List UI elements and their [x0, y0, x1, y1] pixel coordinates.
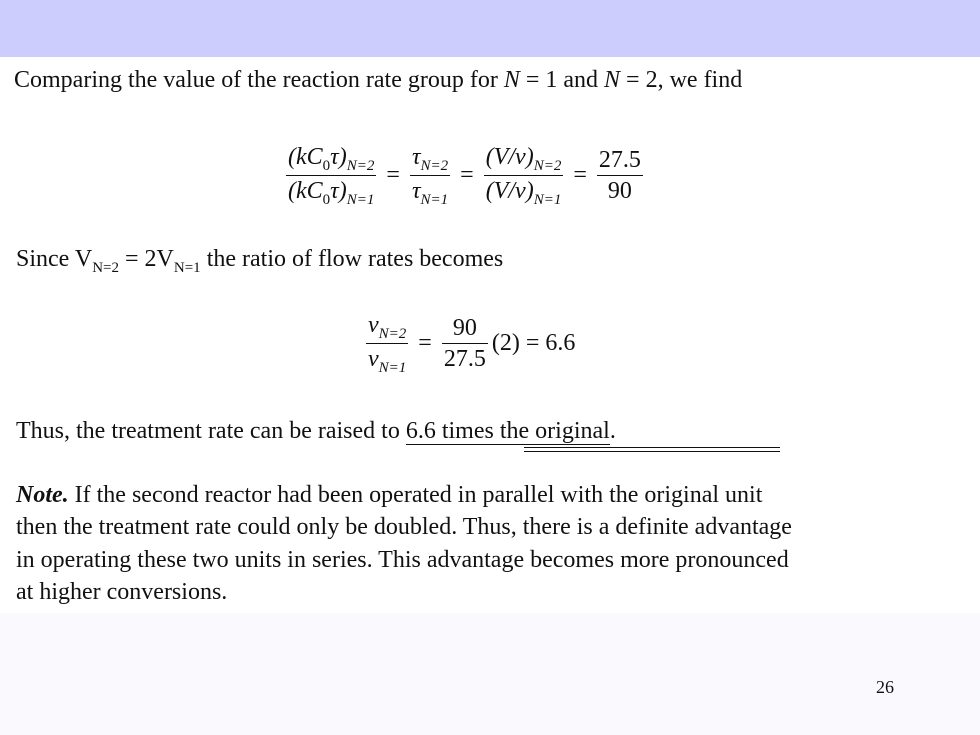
- fraction-tau: $\frac{\tau_{N=2}}{\tau_{N=1}}$: [411, 144, 449, 208]
- equals-sign: =: [460, 162, 474, 188]
- double-underline: [524, 447, 780, 452]
- intro-n1: N: [503, 67, 520, 93]
- note-line-3: in operating these two units in series. This advantage becomes more pronounced: [16, 547, 789, 573]
- fraction-kc0tau: $\frac{(kC_0\tau)_{N=2}}{(kC_0\tau)_{N=1}}$: [288, 144, 375, 208]
- equals-sign: =: [418, 330, 432, 356]
- page-number: 26: [876, 677, 894, 697]
- intro-eq1: = 1 and: [519, 67, 605, 93]
- fraction-numeric: $\frac{27.5}{90}$: [598, 147, 641, 204]
- intro-eq2: = 2, we find: [620, 67, 743, 93]
- note-line-1: Note. If the second reactor had been operated in parallel with the original unit: [16, 482, 763, 508]
- note-label: Note.: [16, 482, 69, 508]
- fraction-flow: $\frac{v_{N=2}}{v_{N=1}}$: [368, 312, 407, 376]
- header-band: [0, 0, 980, 57]
- since-text: Since $V_{N=2} = 2V_{N=1}$ the ratio of flow rates becomes: [16, 246, 504, 276]
- fraction-v-over-v: $\frac{(V/v)_{N=2}}{(V/v)_{N=1}}$: [485, 144, 562, 208]
- footer-band: [0, 613, 980, 735]
- note-line-2: then the treatment rate could only be doubled. Thus, there is a definite advantage: [16, 514, 792, 540]
- intro-n2: N: [604, 67, 621, 93]
- equation-rate-group: [282, 142, 647, 209]
- fraction-90-over-27: $\frac{90}{27.5}$: [443, 315, 486, 372]
- conclusion-text: Thus, the treatment rate can be raised to 6.6 times the original.: [16, 418, 616, 444]
- equals-sign: =: [573, 162, 587, 188]
- note-line-4: at higher conversions.: [16, 579, 228, 605]
- equation-result: (2) = 6.6: [491, 330, 576, 356]
- underlined-result: 6.6 times the original: [405, 418, 610, 444]
- intro-pre: Comparing the value of the reaction rate group for: [14, 67, 504, 93]
- equals-sign: =: [386, 162, 400, 188]
- intro-text: [14, 66, 742, 94]
- equation-flow-ratio: [362, 310, 575, 377]
